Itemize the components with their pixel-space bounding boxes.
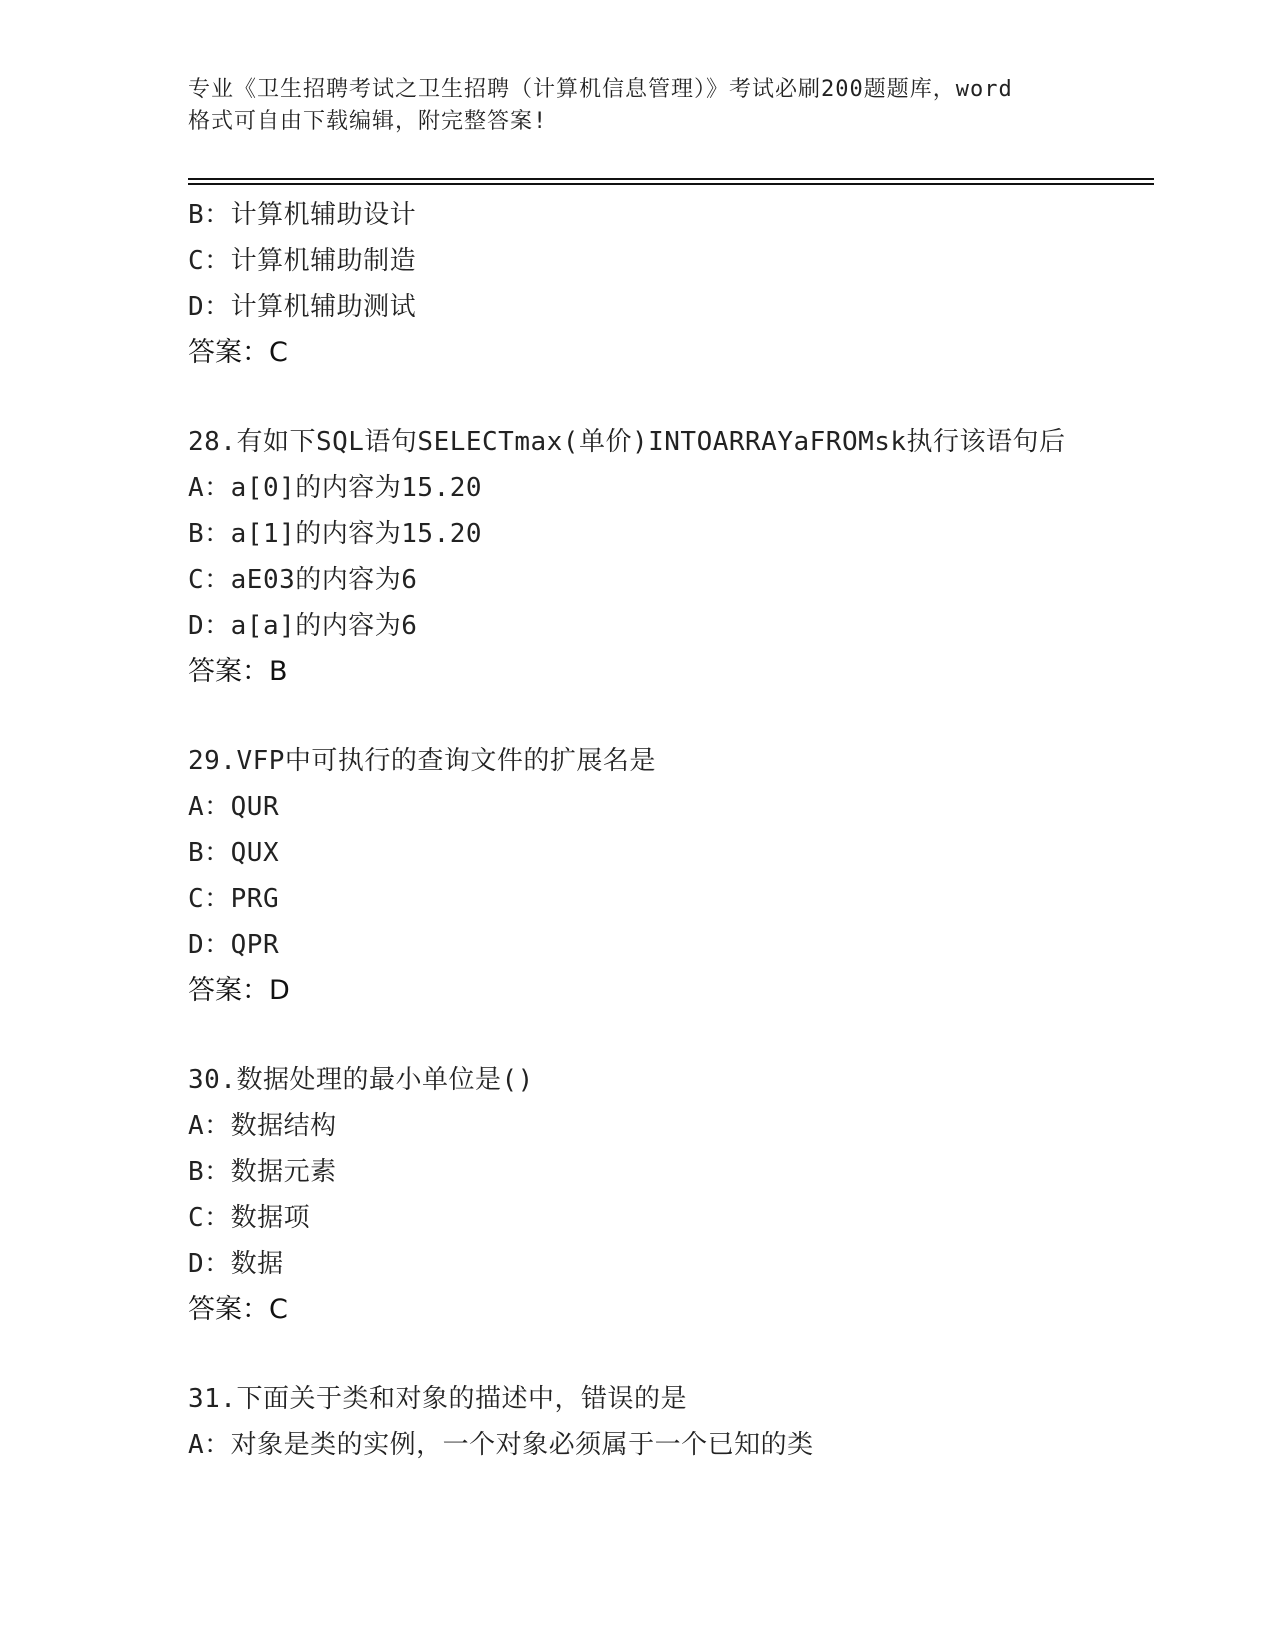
question-block-31	[188, 1376, 1154, 1468]
document-header	[188, 74, 1088, 138]
option-b: B：计算机辅助设计	[188, 200, 417, 230]
question-block-28	[188, 419, 1154, 695]
header-divider-thick	[188, 178, 1154, 180]
option-c: C：数据项	[188, 1203, 311, 1233]
option-b: B：a[1]的内容为15.20	[188, 519, 483, 549]
option-c: C：aE03的内容为6	[188, 565, 418, 595]
header-title-line-1: 专业《卫生招聘考试之卫生招聘（计算机信息管理）》考试必刷200题题库，word	[188, 77, 1013, 102]
question-spacer	[188, 376, 1154, 419]
question-block-27-continued	[188, 192, 1154, 376]
answer-line: 答案：C	[188, 1294, 288, 1325]
question-stem: 29.VFP中可执行的查询文件的扩展名是	[188, 746, 656, 776]
question-stem: 28.有如下SQL语句SELECTmax(单价)INTOARRAYaFROMsk执行该语句后	[188, 427, 1066, 457]
option-d: D：QPR	[188, 930, 280, 960]
question-spacer	[188, 1014, 1154, 1057]
answer-line: 答案：C	[188, 337, 288, 368]
option-a: A：QUR	[188, 792, 280, 822]
answer-line: 答案：D	[188, 975, 290, 1006]
option-d: D：计算机辅助测试	[188, 292, 417, 322]
option-a: A：数据结构	[188, 1111, 337, 1141]
question-spacer	[188, 695, 1154, 738]
question-list	[188, 192, 1154, 1468]
option-d: D：数据	[188, 1249, 284, 1279]
header-title-line-2: 格式可自由下载编辑，附完整答案!	[188, 109, 548, 134]
option-b: B：数据元素	[188, 1157, 337, 1187]
option-d: D：a[a]的内容为6	[188, 611, 418, 641]
option-a: A：a[0]的内容为15.20	[188, 473, 483, 503]
option-c: C：计算机辅助制造	[188, 246, 417, 276]
option-a: A：对象是类的实例，一个对象必须属于一个已知的类	[188, 1430, 814, 1460]
header-divider-thin	[188, 183, 1154, 185]
question-stem: 31.下面关于类和对象的描述中，错误的是	[188, 1384, 687, 1414]
option-b: B：QUX	[188, 838, 280, 868]
answer-line: 答案：B	[188, 656, 288, 687]
question-block-29	[188, 738, 1154, 1014]
option-c: C：PRG	[188, 884, 280, 914]
question-spacer	[188, 1333, 1154, 1376]
question-block-30	[188, 1057, 1154, 1333]
question-stem: 30.数据处理的最小单位是()	[188, 1065, 534, 1095]
